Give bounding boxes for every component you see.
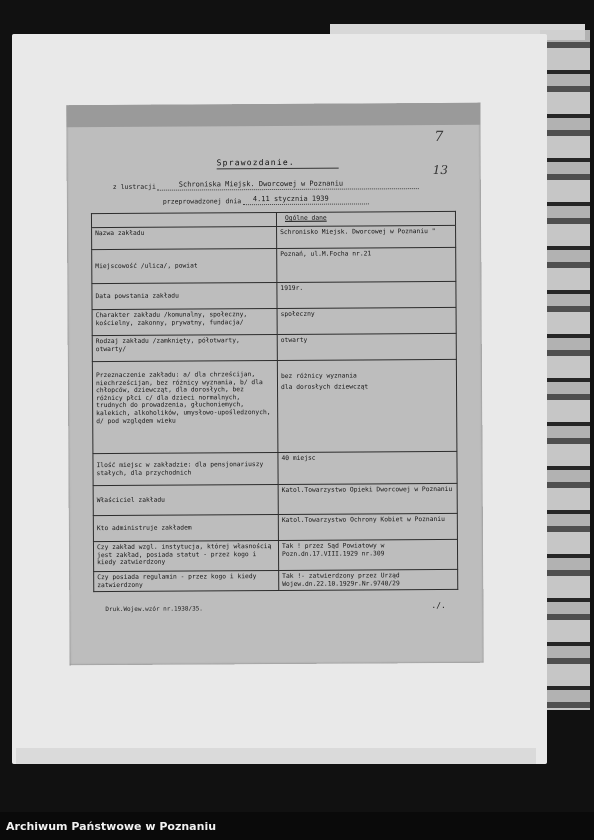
- row-value: Tak ! przez Sąd Powiatowy w Pozn.dn.17.VIII.1929 nr.309: [278, 539, 457, 570]
- table-row: [92, 247, 456, 283]
- title-underline: [217, 168, 339, 170]
- corner-mark-1: 7: [434, 128, 444, 146]
- film-edge-right: [540, 30, 590, 710]
- document-sheet: [66, 103, 483, 666]
- row-label: Charakter zakładu /komunalny, społeczny, kościelny, zakonny, prywatny, fundacja/: [92, 308, 277, 335]
- row-label: Czy zakład wzgl. instytucja, której własnością jest zakład, posiada statut - przez kogo i kiedy zatwierdzony: [93, 540, 278, 571]
- row-label: Czy posiada regulamin - przez kogo i kiedy zatwierdzony: [94, 570, 279, 591]
- row-label: Rodzaj zakładu /zamknięty, półotwarty, otwarty/: [92, 334, 277, 361]
- archive-label: Archiwum Państwowe w Poznaniu: [6, 820, 217, 833]
- row-value: bez różnicy wyznania dla dorosłych dziewcząt: [277, 359, 457, 452]
- row-value: 1919r.: [277, 281, 456, 308]
- from-dotted-line: [157, 188, 419, 191]
- from-value: Schroniska Miejsk. Dworcowej w Poznaniu: [178, 179, 344, 189]
- from-label: z lustracji: [112, 182, 156, 191]
- table-row: [93, 483, 457, 515]
- row-value: Katol.Towarzystwo Ochrony Kobiet w Poznaniu: [278, 513, 457, 540]
- document-title: Sprawozdanie.: [216, 157, 295, 168]
- table-row: [92, 307, 456, 335]
- table-row: [93, 539, 457, 571]
- row-label: Data powstania zakładu: [92, 282, 277, 309]
- row-label: Miejscowość /ulica/, powiat: [92, 248, 277, 283]
- date-label: przeprowadzonej dnia: [162, 197, 242, 206]
- table-row: [94, 569, 458, 591]
- table-header-blank: [91, 212, 276, 227]
- table-row: [92, 281, 456, 309]
- row-value: Tak !- zatwierdzony przez Urząd Wojew.dn.22.10.1929r.Nr.9740/29: [279, 569, 458, 590]
- print-form-number: Druk.Wojew.wzór nr.1938/35.: [105, 605, 203, 614]
- table-row: [92, 359, 457, 453]
- row-label: Kto administruje zakładem: [93, 514, 278, 541]
- column-header: Ogólne dane: [276, 211, 455, 226]
- mount-edge: [16, 748, 536, 764]
- row-value: Katol.Towarzystwo Opieki Dworcowej w Poznaniu: [278, 483, 457, 514]
- table-row: [92, 225, 456, 249]
- row-label: Przeznaczenie zakładu: a/ dla chrześcijan, niechrześcijan, bez różnicy wyznania, b/ dla chłopców, dziewcząt, dla dorosłych, bez różnicy płci c/ dla dzieci normalnych, trudnych do prowadzenia, głuchoniemych, kalekich, alkoholików, umysłowo-upośledzonych, d/ pod względem wieku: [92, 360, 278, 453]
- table-row: [93, 513, 457, 541]
- row-value: otwarty: [277, 333, 456, 360]
- corner-mark-2: 13: [432, 162, 449, 178]
- row-value: Poznań, ul.M.Focha nr.21: [277, 247, 456, 282]
- date-dotted-line: [243, 203, 369, 205]
- archive-caption-bar: [0, 812, 594, 840]
- table-row: [93, 451, 457, 485]
- row-label: Ilość miejsc w zakładzie: dla pensjonariuszy stałych, dla przychodnich: [93, 452, 278, 485]
- row-value: społeczny: [277, 307, 456, 334]
- row-value: 40 miejsc: [278, 451, 457, 484]
- row-value: Schronisko Miejsk. Dworcowej w Poznaniu ": [277, 225, 456, 248]
- lustration-form-table: [91, 211, 458, 592]
- end-mark: ./.: [431, 600, 446, 611]
- table-row: [92, 333, 456, 361]
- sheet-top-band: [66, 103, 480, 128]
- row-label: Nazwa zakładu: [92, 226, 277, 249]
- date-value: 4.11 stycznia 1939: [252, 194, 329, 204]
- row-label: Właściciel zakładu: [93, 484, 278, 515]
